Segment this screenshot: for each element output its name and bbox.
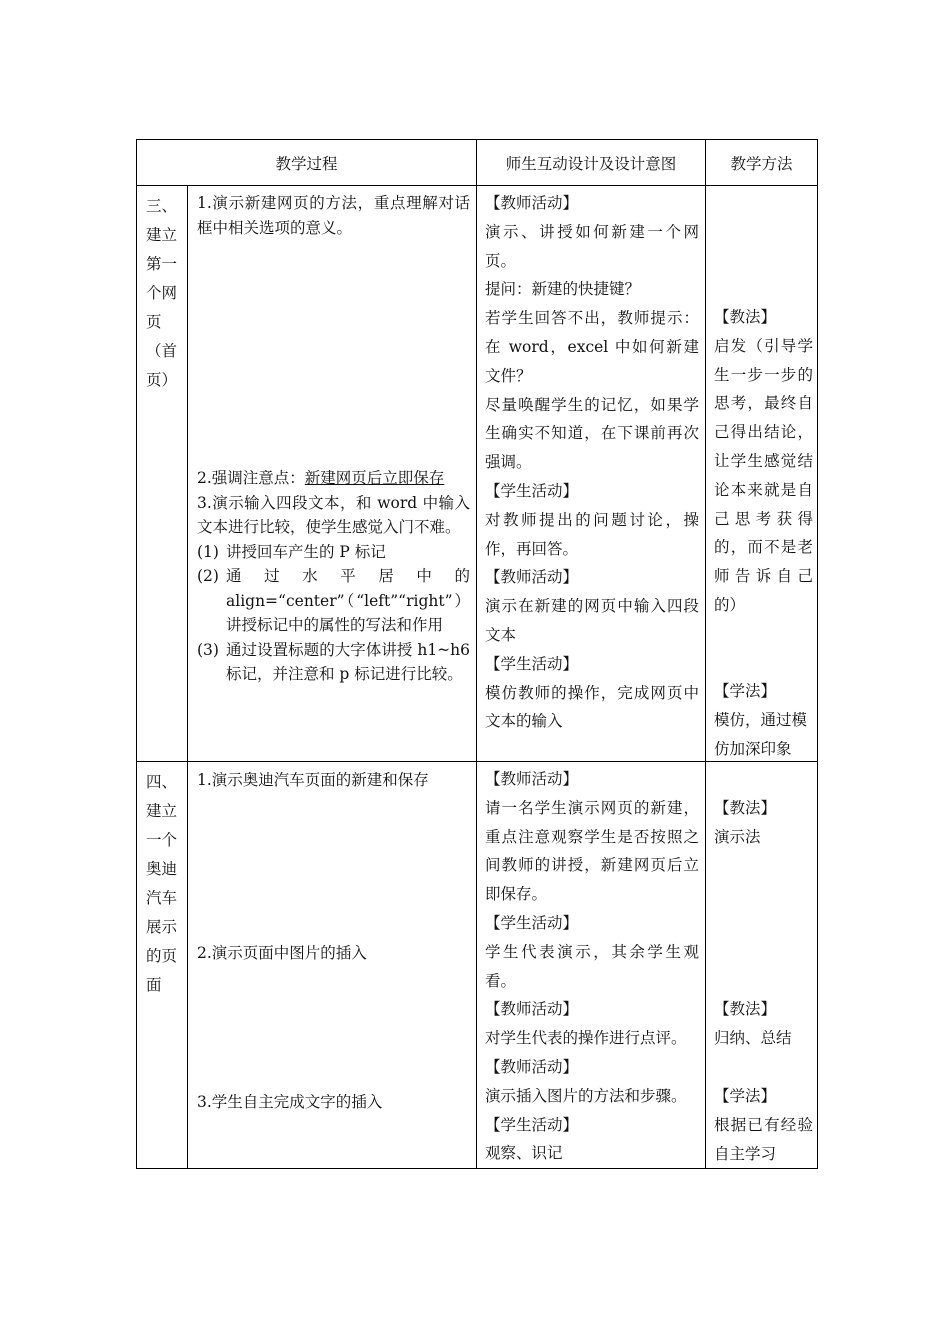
header-interaction-design: 师生互动设计及设计意图 (477, 140, 706, 186)
activity-text: 对学生代表的操作进行点评。 (485, 1029, 687, 1048)
stage-name: 四、 建立 一个 奥迪 汽车 展示 的页 面 (146, 773, 178, 994)
process-cell (188, 186, 477, 762)
method-text: 演示法 (714, 827, 761, 846)
process-step-2: 2.强调注意点：新建网页后立即保存 (197, 469, 445, 487)
substep-list (197, 540, 470, 687)
method-title: 【教法】 (714, 1000, 777, 1018)
method-block-1 (706, 794, 813, 852)
method-cell (706, 762, 818, 1169)
activity-label: 【学生活动】 (485, 654, 579, 673)
activity-label: 【教师活动】 (485, 770, 579, 788)
method-text: 模仿，通过模仿加深印象 (714, 710, 808, 758)
activity-cell (477, 762, 706, 1169)
method-block-3 (706, 1082, 813, 1168)
process-cell (188, 762, 477, 1169)
list-item: (1) 讲授回车产生的 P 标记 (197, 542, 386, 561)
method-title: 【学法】 (714, 682, 777, 700)
activity-label: 【学生活动】 (485, 481, 579, 500)
activity-text: 请一名学生演示网页的新建，重点注意观察学生是否按照之间教师的讲授，新建网页后立即保存。 (485, 798, 700, 904)
activity-label: 【教师活动】 (485, 194, 579, 212)
method-title: 【学法】 (714, 1087, 777, 1105)
table-row (137, 762, 818, 1169)
activity-label: 【教师活动】 (485, 568, 579, 587)
stage-cell (137, 186, 188, 762)
table-row (137, 186, 818, 762)
activity-label: 【教师活动】 (485, 1000, 579, 1019)
activity-text: 演示在新建的网页中输入四段文本 (485, 597, 700, 644)
list-item: (3) 通过设置标题的大字体讲授 h1~h6 标记，并注意和 p 标记进行比较。 (197, 640, 471, 683)
method-block-1 (706, 303, 813, 620)
activity-text: 演示插入图片的方法和步骤。 (485, 1086, 687, 1105)
process-step-2: 2.演示页面中图片的插入 (197, 944, 367, 962)
process-step-1: 1.演示新建网页的方法，重点理解对话框中相关选项的意义。 (197, 194, 471, 237)
activity-text: 提问：新建的快捷键？ (485, 280, 641, 299)
activity-label: 【学生活动】 (485, 913, 579, 932)
method-block-2 (706, 995, 813, 1053)
header-teaching-method: 教学方法 (706, 140, 818, 186)
activity-text: 观察、识记 (485, 1144, 563, 1163)
save-emphasis: 新建网页后立即保存 (304, 469, 445, 487)
method-block-2 (706, 677, 813, 763)
method-title: 【教法】 (714, 308, 777, 326)
stage-name: 三、 建立 第一 个网 页 （首 页） (146, 197, 178, 389)
activity-label: 【教师活动】 (485, 1057, 579, 1076)
activity-list (477, 762, 705, 1168)
activity-text: 学生代表演示，其余学生观看。 (485, 942, 700, 990)
activity-text: 模仿教师的操作，完成网页中文本的输入 (485, 683, 700, 731)
activity-text: 演示、讲授如何新建一个网页。 (485, 222, 700, 270)
method-title: 【教法】 (714, 799, 777, 817)
method-text: 归纳、总结 (714, 1028, 792, 1047)
header-row (137, 140, 818, 186)
method-cell (706, 186, 818, 762)
process-step-3: 3.演示输入四段文本，和 word 中输入文本进行比较，使学生感觉入门不难。 (197, 493, 471, 536)
activity-list (477, 186, 705, 736)
process-steps-block (197, 466, 470, 687)
lesson-plan-table (136, 139, 818, 1169)
method-text: 启发（引导学生一步一步的思考，最终自己得出结论，让学生感觉结论本来就是自己思考获得的，而不是老师告诉自己的） (714, 336, 814, 614)
stage-cell (137, 762, 188, 1169)
process-step-1: 1.演示奥迪汽车页面的新建和保存 (197, 771, 429, 789)
activity-text: 尽量唤醒学生的记忆，如果学生确实不知道，在下课前再次强调。 (485, 395, 700, 472)
activity-label: 【学生活动】 (485, 1115, 579, 1134)
activity-cell (477, 186, 706, 762)
activity-text: 对教师提出的问题讨论，操作，再回答。 (485, 510, 700, 558)
activity-text: 若学生回答不出，教师提示：在 word，excel 中如何新建文件？ (485, 309, 700, 385)
method-text: 根据已有经验自主学习 (714, 1115, 814, 1163)
process-step-3: 3.学生自主完成文字的插入 (197, 1093, 383, 1111)
header-teaching-process: 教学过程 (137, 140, 477, 186)
list-item: (2) 通过水平居中的 align=“center”（“left”“right”）讲授标记中的属性的写法和作用 (197, 567, 471, 634)
